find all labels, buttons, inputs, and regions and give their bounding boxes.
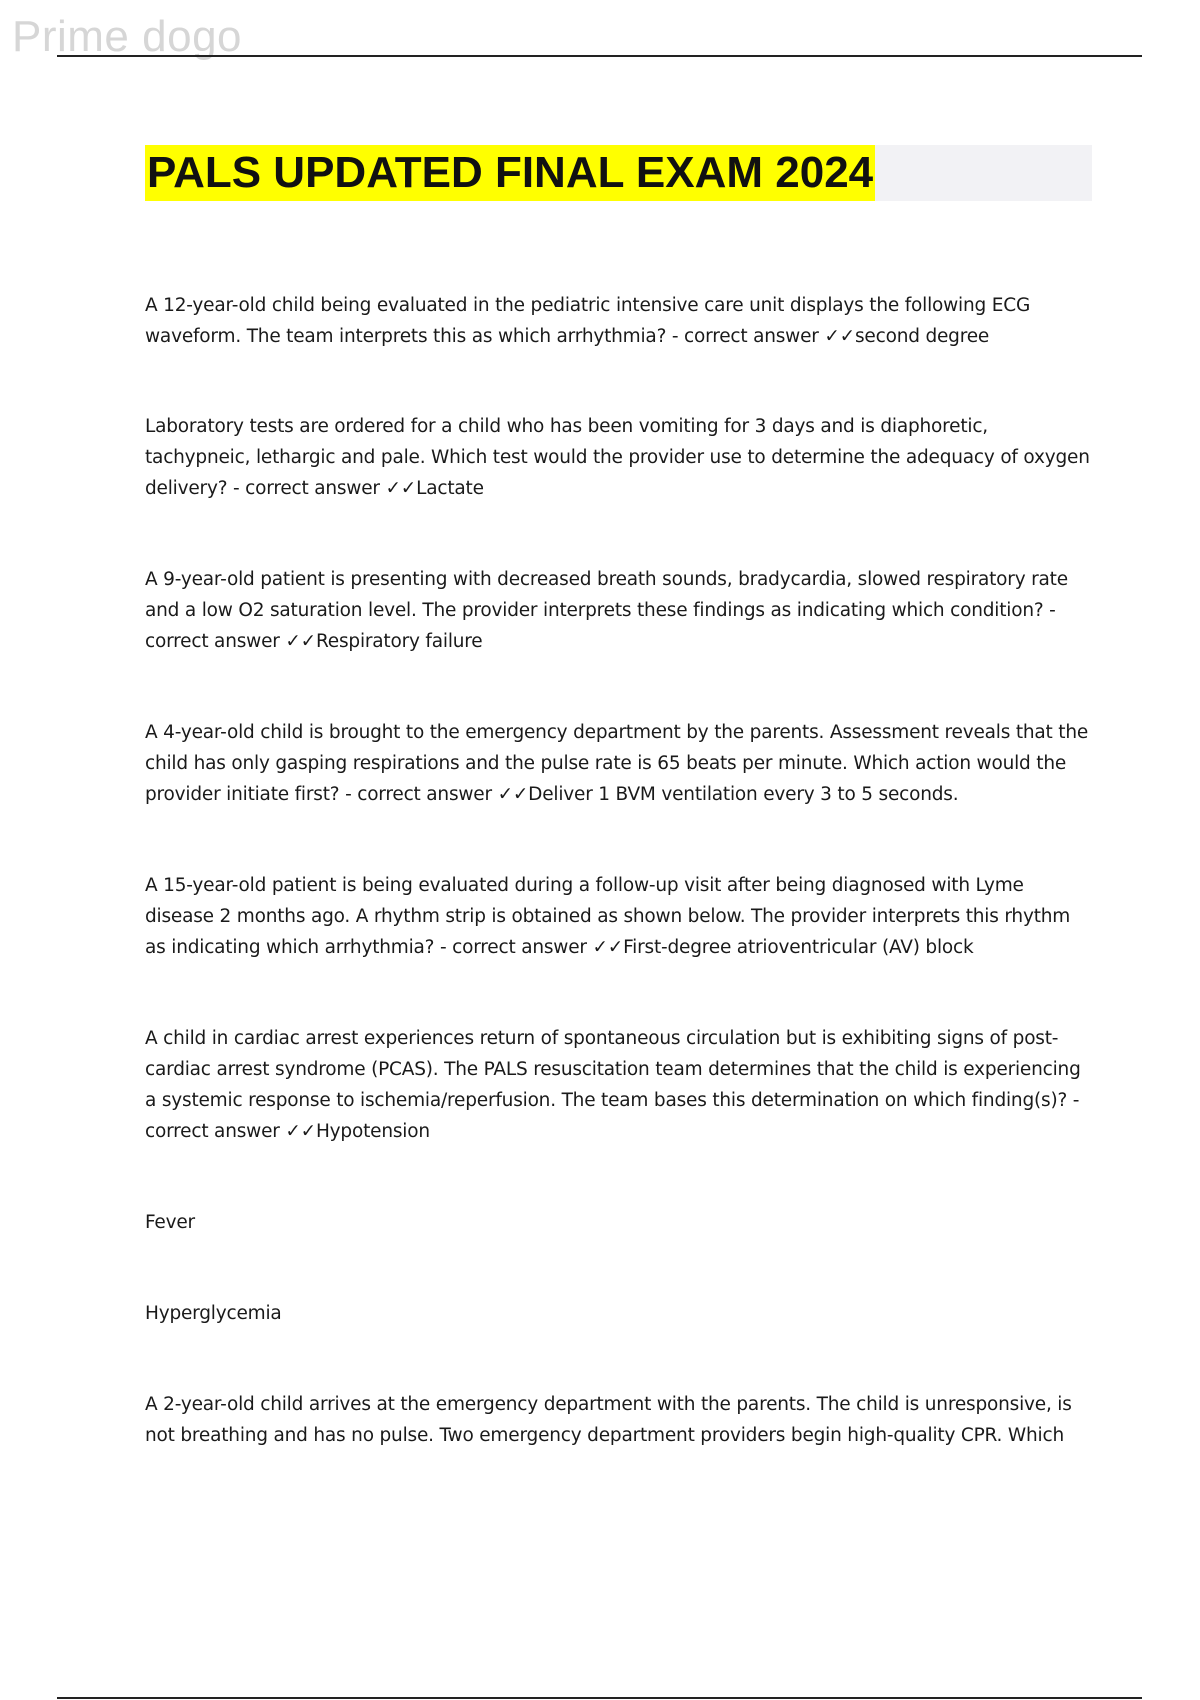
answer-hyperglycemia: Hyperglycemia	[145, 1303, 282, 1324]
watermark: Prime dogo	[12, 12, 243, 61]
question-6: A child in cardiac arrest experiences return of spontaneous circulation but is exhibiting signs of post-cardiac arrest syndrome (PCAS). The PALS resuscitation team determines that the child is experiencing a systemic response to ischemia/reperfusion. The team bases this determination on which finding(s)? - correct answer ✓✓Hypotension	[145, 1028, 1081, 1142]
answer-fever: Fever	[145, 1212, 195, 1233]
document-title: PALS UPDATED FINAL EXAM 2024	[145, 145, 875, 201]
question-list	[145, 290, 1095, 1451]
question-3: A 9-year-old patient is presenting with decreased breath sounds, bradycardia, slowed respiratory rate and a low O2 saturation level. The provider interprets these findings as indicating which condition? - correct answer ✓✓Respiratory failure	[145, 569, 1068, 652]
footer-rule	[57, 1697, 1142, 1699]
question-4: A 4-year-old child is brought to the emergency department by the parents. Assessment reveals that the child has only gasping respirations and the pulse rate is 65 beats per minute. Which action would the provider initiate first? - correct answer ✓✓Deliver 1 BVM ventilation every 3 to 5 seconds.	[145, 722, 1089, 805]
question-1: A 12-year-old child being evaluated in the pediatric intensive care unit displays the following ECG waveform. The team interprets this as which arrhythmia? - correct answer ✓✓second degree	[145, 295, 1031, 347]
question-2: Laboratory tests are ordered for a child who has been vomiting for 3 days and is diaphoretic, tachypneic, lethargic and pale. Which test would the provider use to determine the adequacy of oxygen delivery? - correct answer ✓✓Lactate	[145, 416, 1090, 499]
question-7: A 2-year-old child arrives at the emergency department with the parents. The child is unresponsive, is not breathing and has no pulse. Two emergency department providers begin high-quality CPR. Which	[145, 1394, 1072, 1446]
header-rule	[57, 55, 1142, 57]
question-5: A 15-year-old patient is being evaluated during a follow-up visit after being diagnosed with Lyme disease 2 months ago. A rhythm strip is obtained as shown below. The provider interprets this rhythm as indicating which arrhythmia? - correct answer ✓✓First-degree atrioventricular (AV) block	[145, 875, 1071, 958]
